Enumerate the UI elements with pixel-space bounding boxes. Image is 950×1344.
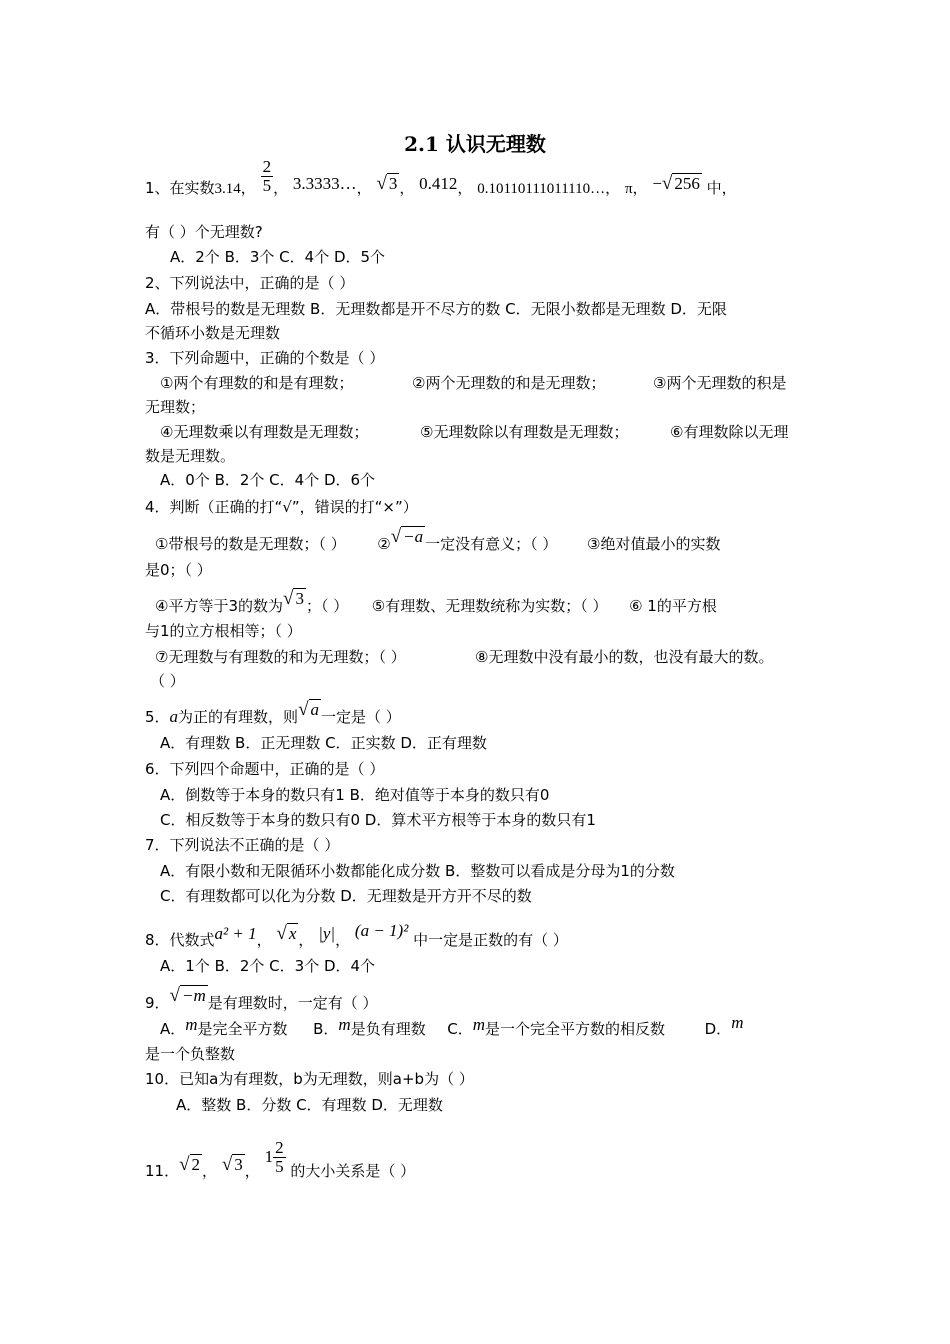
- q11-whole: 1: [264, 1147, 274, 1166]
- q11-rad2: 3: [234, 1155, 243, 1174]
- sqrt-sign: √: [283, 588, 294, 609]
- q9-options: [160, 1013, 744, 1039]
- q8-sep: ，: [335, 931, 351, 949]
- q6-options-line2: C．相反数等于本身的数只有0 D．算术平方根等于本身的数只有1: [160, 811, 596, 829]
- q11-sep: ，: [244, 1162, 260, 1180]
- q2-stem: 2、下列说法中，正确的是（ ）: [145, 274, 355, 292]
- q1-lead: 1、在实数: [145, 179, 215, 197]
- sqrt-sign: √: [298, 699, 309, 720]
- q1-n4: 0.10110111011110…: [477, 181, 606, 197]
- sqrt-sign: √: [169, 985, 180, 1006]
- q1-frac-den: 5: [262, 176, 272, 195]
- q9-option-b: 是负有理数: [350, 1020, 426, 1038]
- q1-n3: 0.412: [419, 174, 458, 193]
- q9-rad: −m: [181, 986, 206, 1005]
- q3-item-5: ⑤无理数除以有理数是无理数；: [420, 423, 629, 441]
- q4-item-4-lead: ④平方等于3的数为: [155, 597, 283, 615]
- q11-mixed-number: [264, 1138, 286, 1176]
- q4-item-2-lead: ②: [377, 535, 391, 553]
- q4-item-2-tail: 一定没有意义；（ ）: [425, 535, 558, 553]
- q1-neg: −: [652, 174, 662, 193]
- q4-item-1: ①带根号的数是无理数；（ ）: [155, 535, 346, 553]
- q1-neg-sqrt256: [652, 175, 702, 193]
- q5-options: A．有理数 B．正无理数 C．正实数 D．正有理数: [160, 734, 487, 752]
- q4-rad-a: −a: [403, 527, 424, 546]
- q9-option-d: 是一个负整数: [145, 1045, 236, 1063]
- q1-sep: ，: [399, 179, 415, 197]
- q8-expr-3: |y|: [318, 924, 336, 943]
- q4-item-6-lead: ⑥ 1的平方根: [629, 597, 717, 615]
- q3-stem: 3．下列命题中，正确的个数是（ ）: [145, 349, 385, 367]
- q4-item-8: ⑧无理数中没有最小的数，也没有最大的数。: [475, 648, 774, 666]
- q2-options-line1: A．带根号的数是无理数 B．无理数都是开不尽方的数 C．无限小数都是无理数 D．无限: [145, 300, 727, 318]
- q8-expr-1: a² + 1: [214, 924, 257, 943]
- q4-item-4-tail: ；（ ）: [305, 597, 349, 615]
- q11-fraction: [273, 1139, 286, 1176]
- q9-option-c: 是一个完全平方数的相反数: [485, 1020, 666, 1038]
- question-9: [145, 985, 378, 1013]
- q9-sqrt-neg-m: [170, 987, 208, 1005]
- q9-lead: 9．: [145, 994, 170, 1012]
- q6-stem: 6．下列四个命题中，正确的是（ ）: [145, 760, 385, 778]
- q4-item-5: ⑤有理数、无理数统称为实数；（ ）: [371, 597, 608, 615]
- q3-options: A．0个 B．2个 C．4个 D．6个: [160, 471, 376, 489]
- q3-line2: 无理数；: [145, 398, 206, 416]
- sqrt-sign: √: [221, 1154, 233, 1175]
- q11-sqrt3: [222, 1156, 245, 1174]
- q7-options-line2: C．有理数都可以化为分数 D．无理数是开方开不尽的数: [160, 887, 532, 905]
- q1-pi: π: [624, 181, 633, 197]
- q5-rad: a: [310, 700, 319, 719]
- q9-var-m: m: [338, 1015, 351, 1034]
- q4-sqrt3: [283, 590, 306, 608]
- q4-item-7: ⑦无理数与有理数的和为无理数；（ ）: [155, 648, 406, 666]
- q3-item-6: ⑥有理数除以无理: [670, 423, 789, 441]
- q11-sqrt2: [179, 1156, 202, 1174]
- q1-sep: ，: [356, 179, 372, 197]
- q1-rad1: 3: [388, 174, 398, 193]
- q11-sep: ，: [202, 1162, 218, 1180]
- q11-rad1: 2: [191, 1155, 201, 1174]
- sqrt-sign: √: [661, 173, 673, 194]
- q4-line4: 与1的立方根相等；（ ）: [145, 622, 302, 640]
- q11-tail: 的大小关系是（ ）: [290, 1162, 416, 1180]
- q10-stem: 10．已知a为有理数，b为无理数，则a+b为（ ）: [145, 1070, 474, 1088]
- q11-frac-num: 2: [275, 1138, 284, 1157]
- q3-item-1: ①两个有理数的和是有理数；: [160, 374, 354, 392]
- question-11: [145, 1138, 416, 1190]
- q4-line1: [155, 526, 721, 554]
- q5-tail: 一定是（ ）: [321, 708, 401, 726]
- q5-mid: 为正的有理数，则: [178, 708, 299, 726]
- q4-item-3: ③绝对值最小的实数: [587, 535, 721, 553]
- q6-options-line1: A．倒数等于本身的数只有1 B．绝对值等于本身的数只有0: [160, 786, 550, 804]
- question-8: [145, 921, 568, 950]
- sqrt-sign: √: [390, 526, 402, 547]
- q3-item-3: ③两个无理数的积是: [653, 374, 787, 392]
- page-title: 2.1 认识无理数: [404, 132, 546, 156]
- q1-line2: 有（ ）个无理数?: [145, 223, 263, 241]
- q1-frac-num: 2: [262, 157, 272, 176]
- q2-options-line2: 不循环小数是无理数: [145, 324, 281, 342]
- q4-rad3: 3: [295, 589, 304, 608]
- q10-options: A．整数 B．分数 C．有理数 D．无理数: [176, 1096, 443, 1114]
- q9-var-m: m: [185, 1015, 198, 1034]
- q3-item-4: ④无理数乘以有理数是无理数；: [160, 423, 369, 441]
- sqrt-sign: √: [179, 1154, 190, 1175]
- q1-sqrt3: [376, 175, 399, 193]
- q8-options: A．1个 B．2个 C．3个 D．4个: [160, 957, 376, 975]
- q4-line6: （ ）: [150, 672, 185, 690]
- q9-tail: 是有理数时，一定有（ ）: [207, 994, 378, 1012]
- q8-sep: ，: [298, 931, 314, 949]
- q9-option-a: 是完全平方数: [197, 1020, 288, 1038]
- q3-item-2: ②两个无理数的和是无理数；: [412, 374, 606, 392]
- q1-sep: ，: [240, 179, 256, 197]
- q7-options-line1: A．有限小数和无限循环小数都能化成分数 B．整数可以看成是分母为1的分数: [160, 862, 675, 880]
- q9-var-m: m: [472, 1015, 486, 1034]
- q9-option-c-label: C．: [447, 1020, 473, 1038]
- q8-rad-x: x: [288, 924, 297, 943]
- q8-tail: 中一定是正数的有（ ）: [413, 931, 568, 949]
- q3-line4: 数是无理数。: [145, 447, 236, 465]
- q4-sqrt-neg-a: [391, 528, 425, 546]
- question-5: [145, 699, 401, 727]
- q1-sep: ，: [632, 179, 648, 197]
- q9-option-d-label: D．: [704, 1020, 732, 1038]
- q1-fraction: [261, 158, 274, 195]
- q8-sep: ，: [256, 931, 272, 949]
- q4-line3: [155, 588, 717, 616]
- q1-sep: ，: [457, 179, 473, 197]
- q1-rad2: 256: [674, 174, 700, 193]
- sqrt-sign: √: [376, 173, 387, 194]
- q9-var-m: m: [731, 1013, 744, 1032]
- q9-option-a-label: A．: [160, 1020, 186, 1038]
- q5-sqrt-a: [298, 701, 321, 719]
- q9-option-b-label: B．: [313, 1020, 339, 1038]
- q11-lead: 11．: [145, 1162, 180, 1180]
- q5-var-a: a: [169, 707, 179, 726]
- q1-tail: 中，: [706, 179, 737, 197]
- q8-sqrt-x: [276, 925, 298, 943]
- q1-options: A．2个 B．3个 C．4个 D．5个: [170, 248, 386, 266]
- q1-sep: ，: [605, 179, 621, 197]
- q4-stem: 4．判断（正确的打“√”，错误的打“×”）: [145, 498, 418, 516]
- q1-n2: 3.3333…: [292, 174, 357, 193]
- q1-sep: ，: [273, 179, 289, 197]
- q8-lead: 8．代数式: [145, 931, 215, 949]
- q5-lead: 5．: [145, 708, 170, 726]
- q7-stem: 7．下列说法不正确的是（ ）: [145, 836, 340, 854]
- q1-n1: 3.14: [214, 181, 241, 197]
- question-1: [145, 157, 737, 207]
- q4-line2: 是0；（ ）: [145, 561, 212, 579]
- q11-frac-den: 5: [275, 1157, 284, 1176]
- q8-expr-4: (a − 1)²: [354, 921, 409, 940]
- sqrt-sign: √: [276, 923, 287, 944]
